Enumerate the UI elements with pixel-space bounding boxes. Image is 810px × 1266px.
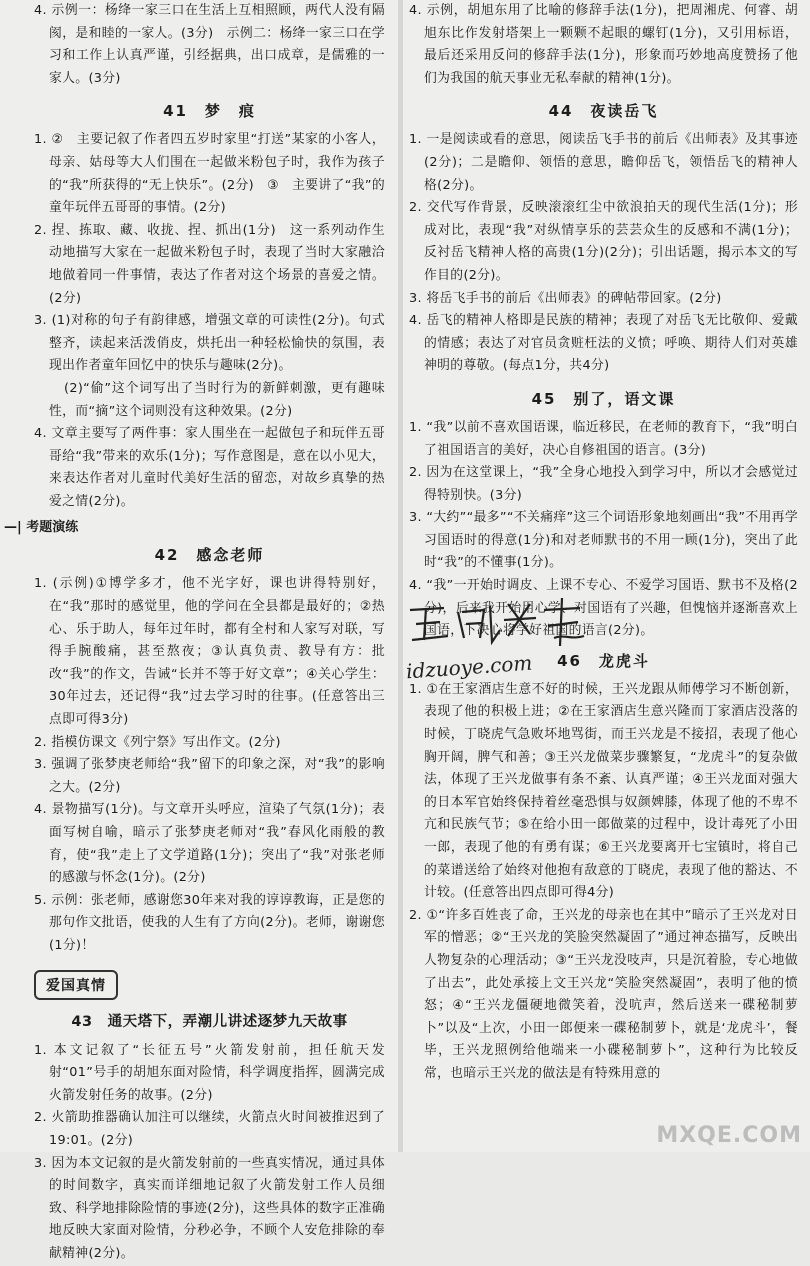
answer-item: 2. 交代写作背景，反映滚滚红尘中欲浪拍天的现代生活(1分)；形成对比，表现“我”对纵情享乐的芸芸众生的反感和不满(1分)；反衬岳飞精神人格的高贵(1分)(2分)；引出话题，揭示本文的写作目的(2分)。 [409, 200, 798, 283]
section-heading-46: 46 龙虎斗 [557, 651, 650, 670]
answer-item: 3. 将岳飞手书的前后《出师表》的碑帖带回家。(2分) [409, 290, 722, 306]
answer-item: 4. 景物描写(1分)。与文章开头呼应，渲染了气氛(1分)；表面写树自喻，暗示了张梦庚老师对“我”春风化雨般的教育，使“我”走上了文学道路(1分)；突出了“我”对张老师的感激与怀念(1分)。(2分) [34, 802, 385, 886]
answer-item: 2. ①“许多百姓丧了命，王兴龙的母亲也在其中”暗示了王兴龙对日军的憎恶；②“王兴龙的笑脸突然凝固了”通过神态描写，反映出人物复杂的心理活动；③“王兴龙没吱声，只是沉着脸，专心地做了出去”，此处承接上文王兴龙“笑脸突然凝固”，表明了他的愤怒；④“王兴龙僵硬地微笑着，没吭声，然后送来一碟秘制萝卜”以及“上次，小田一郎便来一碟秘制萝卜，就是‘龙虎斗’，餐毕，王兴龙照例给他端来一小碟秘制萝卜”，这种行为比较反常，也暗示王兴龙的做法是有特殊用意的 [409, 907, 798, 1081]
section-label: —| 考题演练 [4, 520, 79, 536]
badge-wrap [34, 958, 385, 1008]
answer-item: 2. 因为在这堂课上，“我”全身心地投入到学习中，所以才会感觉过得特别快。(3分) [409, 465, 798, 503]
answer-item: 2. 指模仿课文《列宁祭》写出作文。(2分) [34, 734, 281, 750]
answer-item: 2. 火箭助推器确认加注可以继续，火箭点火时间被推迟到了19:01。(2分) [34, 1110, 385, 1148]
section-heading-43: 43 通天塔下，弄潮儿讲述逐梦九天故事 [71, 1013, 348, 1030]
watermark-url: idzuoye.com [405, 650, 534, 684]
answer-item: (2)“偷”这个词写出了当时行为的新鲜刺激，更有趣味性，而“摘”这个词则没有这种效果。(2分) [49, 380, 385, 419]
answer-item: 4. 示例一：杨绛一家三口在生活上互相照顾，两代人没有隔阂，是和睦的一家人。(3分) 示例二：杨绛一家三口在学习和工作上认真严谨，引经据典，出口成章，是儒雅的一家人。(3分) [34, 3, 385, 86]
answer-item: 3. (1)对称的句子有韵律感，增强文章的可读性(2分)。句式整齐，读起来活泼俏皮，烘托出一种轻松愉快的氛围，表现出作者童年回忆中的快乐与趣味(2分)。 [34, 313, 385, 374]
answer-item: 4. 示例，胡旭东用了比喻的修辞手法(1分)，把周湘虎、何睿、胡旭东比作发射塔架上一颗颗不起眼的螺钉(1分)，又引用标语，最后还采用反问的修辞手法(1分)，形象而巧妙地高度赞扬了他们为我国的航天事业无私奉献的精神(1分)。 [409, 3, 798, 86]
answer-item: 1. (示例)①博学多才，他不光字好，课也讲得特别好，在“我”那时的感觉里，他的学问在全县都是最好的；②热心、乐于助人，每年过年时，都有全村和人家写对联，写得手腕酸痛，甚至熬夜；③认真负责、教导有方：批改“我”的作文，告诫“长并不等于好文章”；④关心学生：30年过去，还记得“我”过去学习时的往事。(任意答出三点即可得3分) [34, 576, 385, 728]
section-heading-42: 42 感念老师 [154, 546, 265, 565]
answer-item: 3. “大约”“最多”“不关痛痒”这三个词语形象地刻画出“我”不用再学习国语时的得意(1分)和对老师默书的不用一顾(1分)，突出了此时“我”的不懂事(1分)。 [409, 510, 798, 571]
section-label-bar: —| [4, 520, 27, 536]
answer-item: 5. 示例：张老师，感谢您30年来对我的谆谆教诲，正是您的那句作文批语，使我的人生有了方向(2分)。老师，谢谢您(1分)！ [34, 892, 385, 953]
answer-item: 4. 文章主要写了两件事：家人围坐在一起做包子和玩伴五哥哥给“我”带来的欢乐(1分)；写作意图是，意在以小见大，来表达作者对儿童时代美好生活的留恋，对故乡真挚的热爱之情(2分)。 [34, 426, 385, 509]
left-column [0, 0, 397, 1261]
section-heading-44: 44 夜读岳飞 [548, 102, 659, 121]
answer-item: 1. “我”以前不喜欢国语课，临近移民，在老师的教育下，“我”明白了祖国语言的美好，决心自修祖国的语言。(3分) [409, 419, 798, 458]
answer-item: 1. 一是阅读或看的意思，阅读岳飞手书的前后《出师表》及其事迹(2分)；二是瞻仰、领悟的意思，瞻仰岳飞，领悟岳飞的精神人格(2分)。 [409, 132, 798, 193]
answer-item: 1. ② 主要记叙了作者四五岁时家里“打送”某家的小客人，母亲、姑母等大人们围在一起做米粉包子时，我作为孩子的“我”所获得的“无上快乐”。(2分) ③ 主要讲了“我”的童年玩伴五哥哥的事情。(2分) [34, 132, 385, 216]
answer-item: 1. 本文记叙了“长征五号”火箭发射前，担任航天发射“01”号手的胡旭东面对险情，科学调度指挥，圆满完成火箭发射任务的故事。(2分) [34, 1042, 385, 1103]
answer-item: 3. 强调了张梦庚老师给“我”留下的印象之深，对“我”的影响之大。(2分) [34, 757, 385, 795]
right-column [403, 0, 810, 1152]
category-badge: 爱国真情 [34, 970, 118, 1000]
answer-item: 2. 捏、拣取、藏、收拢、捏、抓出(1分) 这一系列动作生动地描写大家在一起做米粉包子时，表现了当时大家融洽地做着同一件事情，表达了作者对这个场景的喜爱之情。(2分) [34, 222, 385, 306]
answer-item: 1. ①在王家酒店生意不好的时候，王兴龙跟从师傅学习不断创新，表现了他的积极上进；②在王家酒店生意兴隆而丁家酒店没落的时候，丁晓虎气急败坏地骂街，而王兴龙是不接招，表现了他心胸开阔，脾气和善；③王兴龙做菜步骤繁复，“龙虎斗”的复杂做法，体现了王兴龙做事有条不紊、认真严谨；④王兴龙面对强大的日本军官始终保持着丝毫恐惧与奴颜婢膝，体现了他的不卑不亢和民族气节；⑤在给小田一郎做菜的过程中，设计毒死了小田一郎，表现了他的有勇有谋；⑥王兴龙要离开七宝镇时，将自己的菜谱送给了始终对他抱有敌意的丁晓虎，表现了他的豁达、不计较。(任意答出四点即可得4分) [409, 681, 798, 901]
corner-watermark: MXQE.COM [656, 1123, 802, 1148]
section-heading-41: 41 梦 痕 [163, 102, 256, 121]
answer-item: 4. 岳飞的精神人格即是民族的精神；表现了对岳飞无比敬仰、爱戴的情感；表达了对官员贪赃枉法的义愤；呼唤、期待人们对英雄神明的尊敬。(每点1分，共4分) [409, 313, 798, 374]
section-heading-45: 45 别了，语文课 [531, 389, 676, 408]
answer-item: 4. “我”一开始时调皮、上课不专心、不爱学习国语、默书不及格(2分)，后来我开始用心学、对国语有了兴趣，但愧恼并逐渐喜欢上国语，下决心将学好祖国的语言(2分)。 [409, 578, 798, 639]
answer-item: 3. 因为本文记叙的是火箭发射前的一些真实情况，通过具体的时间数字，真实而详细地记叙了火箭发射工作人员细致、科学地排除险情的事迹(2分)，这些具体的数字正准确地反映大家面对险情，分秒必争，不顾个人安危排除的奉献精神(2分)。 [34, 1155, 385, 1261]
